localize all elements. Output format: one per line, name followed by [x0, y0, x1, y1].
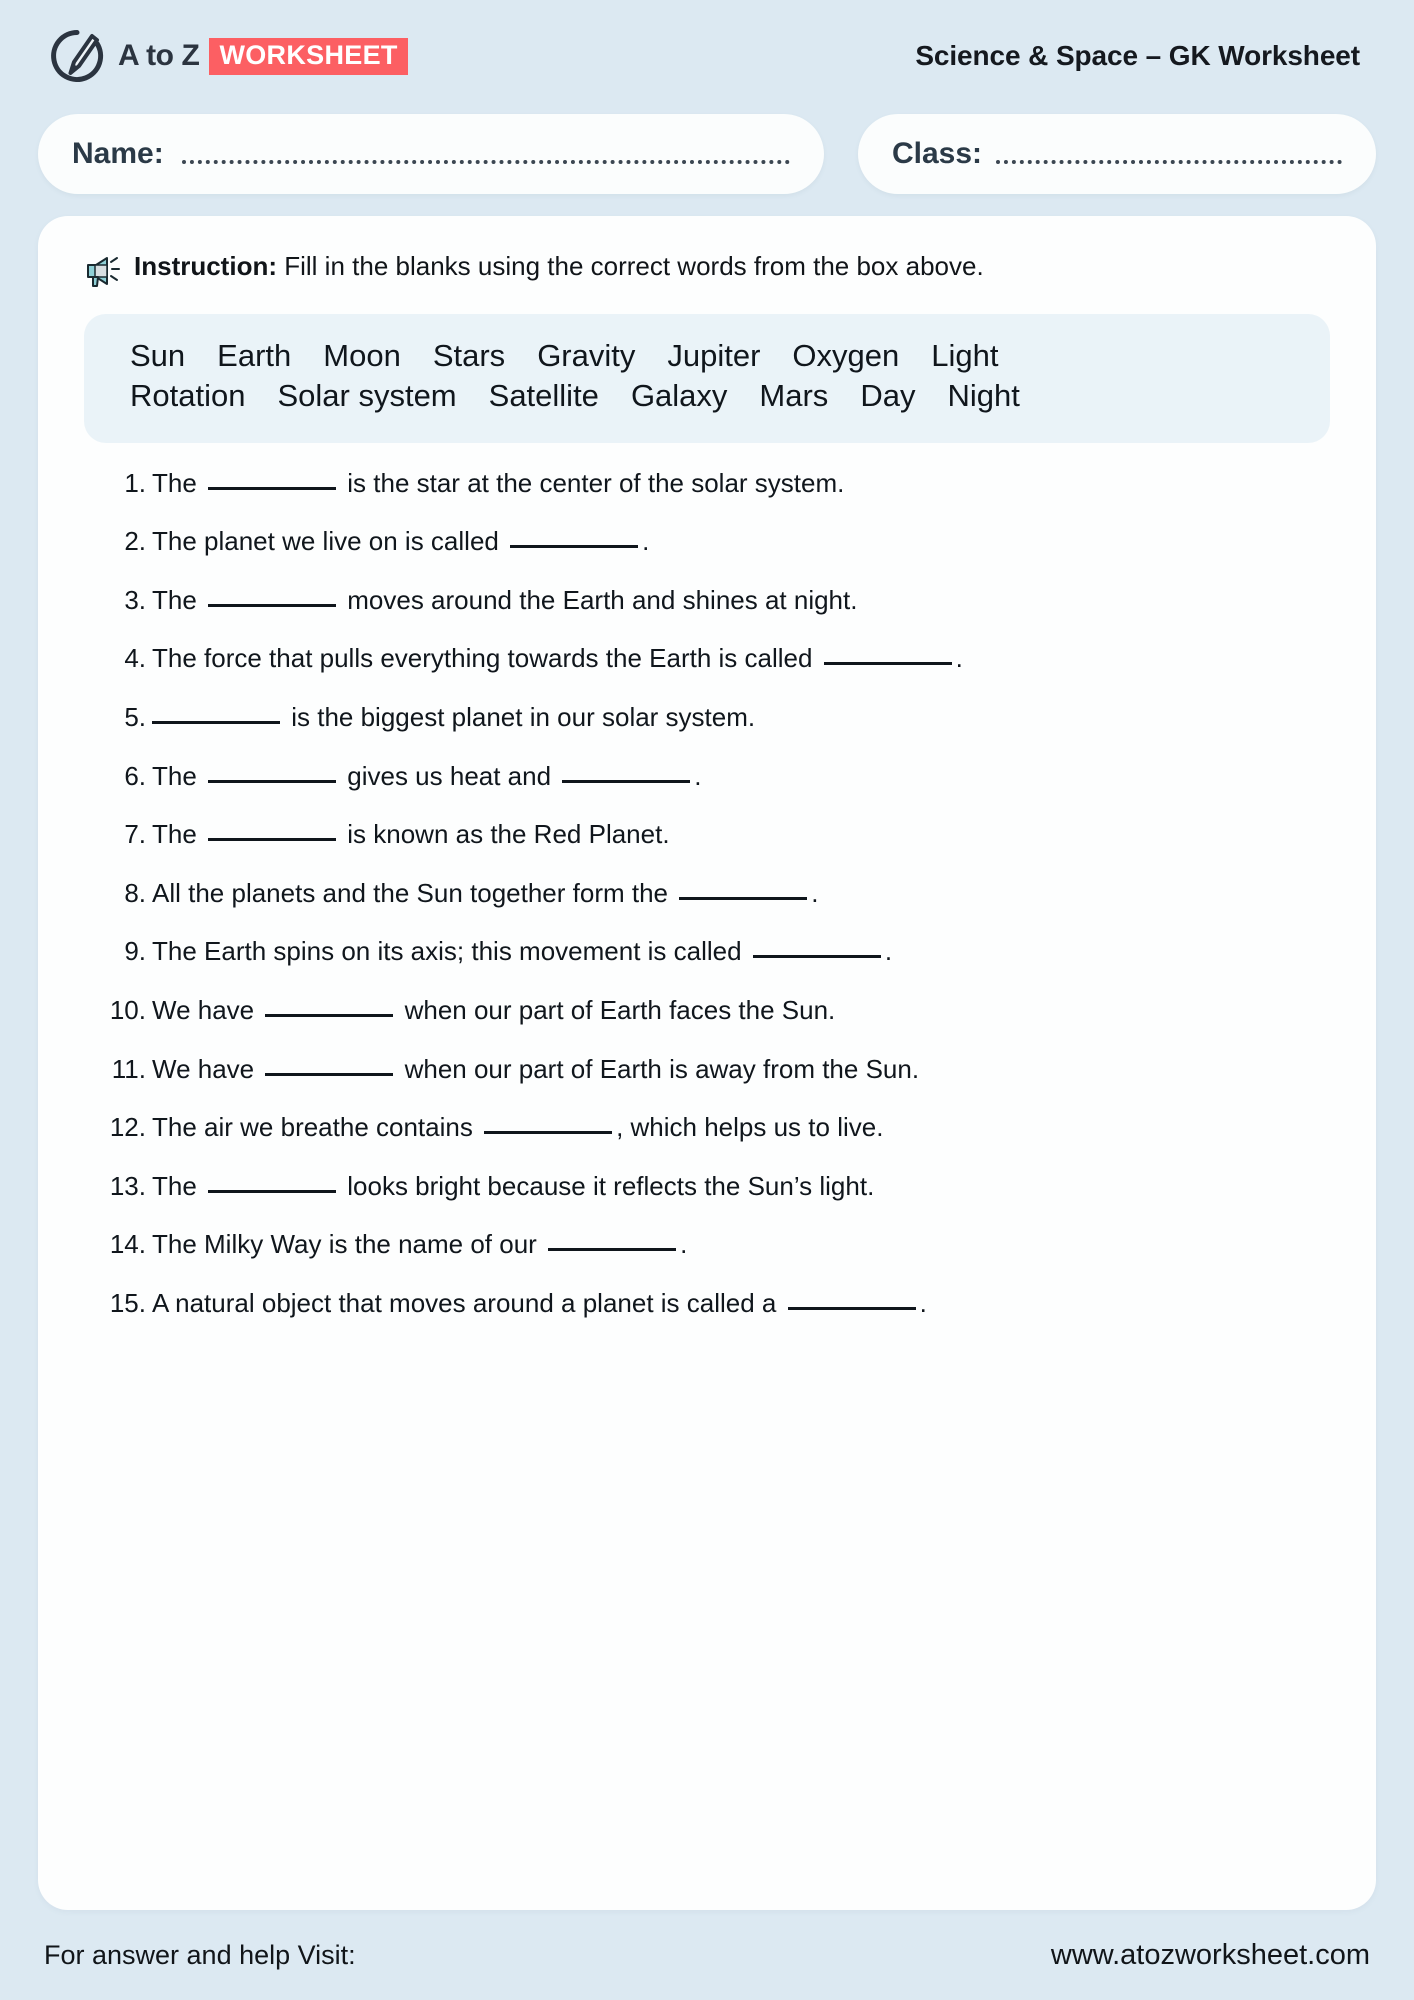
question-text — [152, 586, 1334, 615]
brand-logo — [50, 29, 408, 83]
word-bank-row-1 — [130, 336, 1284, 376]
question-text-after: moves around the Earth and shines at night. — [340, 584, 858, 615]
word-bank-item: Jupiter — [667, 338, 761, 373]
question-item — [94, 469, 1334, 498]
question-text-before: The — [152, 819, 205, 850]
word-bank-item: Day — [860, 378, 916, 414]
question-text-before: All the planets and the Sun together form the — [152, 877, 676, 908]
question-text-after: . — [955, 643, 963, 674]
answer-blank[interactable] — [152, 721, 280, 724]
question-text — [152, 762, 1334, 791]
question-text-after: . — [694, 760, 702, 791]
word-bank-item: Satellite — [488, 378, 599, 414]
question-text-after: looks bright because it reflects the Sun’s light. — [340, 1170, 875, 1201]
question-item — [94, 820, 1334, 849]
answer-blank[interactable] — [679, 897, 807, 900]
question-number: 11. — [111, 1053, 146, 1084]
answer-blank[interactable] — [208, 604, 336, 607]
page-header — [38, 0, 1376, 112]
question-number: 5. — [124, 701, 146, 732]
question-item — [94, 1055, 1334, 1084]
question-text — [152, 1172, 1334, 1201]
word-bank — [84, 314, 1330, 443]
question-number: 12. — [109, 1112, 146, 1143]
question-text-before: A natural object that moves around a planet is called a — [152, 1287, 784, 1318]
question-number: 15. — [109, 1287, 146, 1318]
word-bank-item: Galaxy — [630, 378, 728, 414]
question-text — [152, 996, 1334, 1025]
question-item — [94, 1113, 1334, 1142]
question-item — [94, 586, 1334, 615]
question-list — [72, 469, 1342, 1318]
instruction-body: Fill in the blanks using the correct words from the box above. — [284, 251, 984, 281]
word-bank-item: Mars — [759, 378, 829, 414]
question-number: 6. — [124, 760, 146, 791]
question-text-before: The — [152, 584, 205, 615]
question-text — [152, 1230, 1334, 1259]
answer-blank[interactable] — [510, 545, 638, 548]
question-text-before: The — [152, 760, 205, 791]
answer-blank[interactable] — [208, 487, 336, 490]
brand-tag-badge: WORKSHEET — [209, 38, 407, 75]
question-text — [152, 703, 1334, 732]
question-number: 7. — [124, 819, 146, 850]
question-number: 2. — [124, 526, 146, 557]
question-text-after: . — [919, 1287, 927, 1318]
question-item — [94, 996, 1334, 1025]
question-text — [152, 644, 1334, 673]
question-text — [152, 1055, 1334, 1084]
word-bank-item: Earth — [217, 338, 292, 373]
student-info-row — [38, 114, 1376, 194]
question-text-after: . — [811, 877, 819, 908]
question-item — [94, 644, 1334, 673]
answer-blank[interactable] — [753, 955, 881, 958]
answer-blank[interactable] — [484, 1131, 612, 1134]
brand-wordmark — [118, 38, 408, 75]
question-text-before: The Milky Way is the name of our — [152, 1229, 545, 1260]
question-number: 8. — [124, 877, 146, 908]
word-bank-item: Rotation — [130, 378, 246, 414]
answer-blank[interactable] — [548, 1248, 676, 1251]
question-text-after: is the star at the center of the solar system. — [340, 467, 845, 498]
class-input-line[interactable] — [996, 160, 1342, 164]
page-title: Science & Space – GK Worksheet — [915, 40, 1360, 71]
brand-primary-text: A to Z — [118, 39, 200, 72]
word-bank-item: Stars — [432, 338, 506, 373]
answer-blank[interactable] — [208, 780, 336, 783]
question-number: 3. — [124, 584, 146, 615]
question-text-after: . — [680, 1229, 688, 1260]
question-item — [94, 1230, 1334, 1259]
question-text-before: The planet we live on is called — [152, 526, 507, 557]
question-text-after: is known as the Red Planet. — [340, 819, 670, 850]
answer-blank[interactable] — [208, 1190, 336, 1193]
name-field[interactable] — [38, 114, 824, 194]
word-bank-item: Light — [931, 338, 999, 373]
question-item — [94, 1172, 1334, 1201]
question-text — [152, 820, 1334, 849]
question-number: 14. — [109, 1229, 146, 1260]
question-text-before: The Earth spins on its axis; this movement is called — [152, 936, 749, 967]
word-bank-item: Oxygen — [792, 338, 900, 373]
question-text — [152, 937, 1334, 966]
answer-blank[interactable] — [788, 1307, 916, 1310]
question-text-before: We have — [152, 1053, 262, 1084]
megaphone-icon — [84, 254, 120, 288]
question-number: 4. — [124, 643, 146, 674]
footer-help-text: For answer and help Visit: — [44, 1939, 356, 1970]
instruction-text — [134, 252, 984, 282]
question-text-after: when our part of Earth faces the Sun. — [397, 994, 836, 1025]
question-item — [94, 1289, 1334, 1318]
question-number: 9. — [124, 936, 146, 967]
answer-blank[interactable] — [824, 662, 952, 665]
question-text — [152, 1289, 1334, 1318]
word-bank-item: Night — [947, 378, 1020, 414]
answer-blank[interactable] — [562, 780, 690, 783]
question-text-before: We have — [152, 994, 262, 1025]
answer-blank[interactable] — [265, 1014, 393, 1017]
instruction-row — [72, 252, 1342, 288]
question-item — [94, 879, 1334, 908]
page-footer — [38, 1910, 1376, 2000]
name-label: Name: — [72, 137, 164, 170]
pen-in-circle-logo-icon — [50, 29, 104, 83]
question-item — [94, 527, 1334, 556]
question-text — [152, 879, 1334, 908]
question-text-after: when our part of Earth is away from the Sun. — [397, 1053, 920, 1084]
question-number: 1. — [124, 467, 146, 498]
question-text-mid: gives us heat and — [340, 760, 559, 791]
class-label: Class: — [892, 137, 983, 170]
question-item — [94, 937, 1334, 966]
question-text — [152, 469, 1334, 498]
instruction-label: Instruction: — [134, 251, 277, 281]
question-text-before: The force that pulls everything towards the Earth is called — [152, 643, 820, 674]
question-number: 10. — [109, 994, 146, 1025]
worksheet-card — [38, 216, 1376, 1910]
question-number: 13. — [109, 1170, 146, 1201]
word-bank-row-2 — [130, 376, 1284, 416]
question-item — [94, 703, 1334, 732]
question-text-before: The — [152, 467, 205, 498]
word-bank-item: Sun — [130, 338, 186, 373]
question-item — [94, 762, 1334, 791]
name-input-line[interactable] — [182, 160, 790, 164]
question-text — [152, 1113, 1334, 1142]
word-bank-item: Solar system — [277, 378, 457, 414]
question-text — [152, 527, 1334, 556]
question-text-after: . — [884, 936, 893, 967]
class-field[interactable] — [858, 114, 1376, 194]
question-text-after: . — [642, 526, 650, 557]
answer-blank[interactable] — [265, 1073, 393, 1076]
question-text-after: , which helps us to live. — [616, 1112, 884, 1143]
footer-website-link[interactable]: www.atozworksheet.com — [1050, 1938, 1370, 1971]
word-bank-item: Gravity — [537, 338, 636, 373]
word-bank-item: Moon — [323, 338, 401, 373]
question-text-before: The air we breathe contains — [152, 1112, 481, 1143]
question-text-after: is the biggest planet in our solar system. — [284, 701, 756, 732]
question-text-before: The — [152, 1170, 205, 1201]
answer-blank[interactable] — [208, 838, 336, 841]
